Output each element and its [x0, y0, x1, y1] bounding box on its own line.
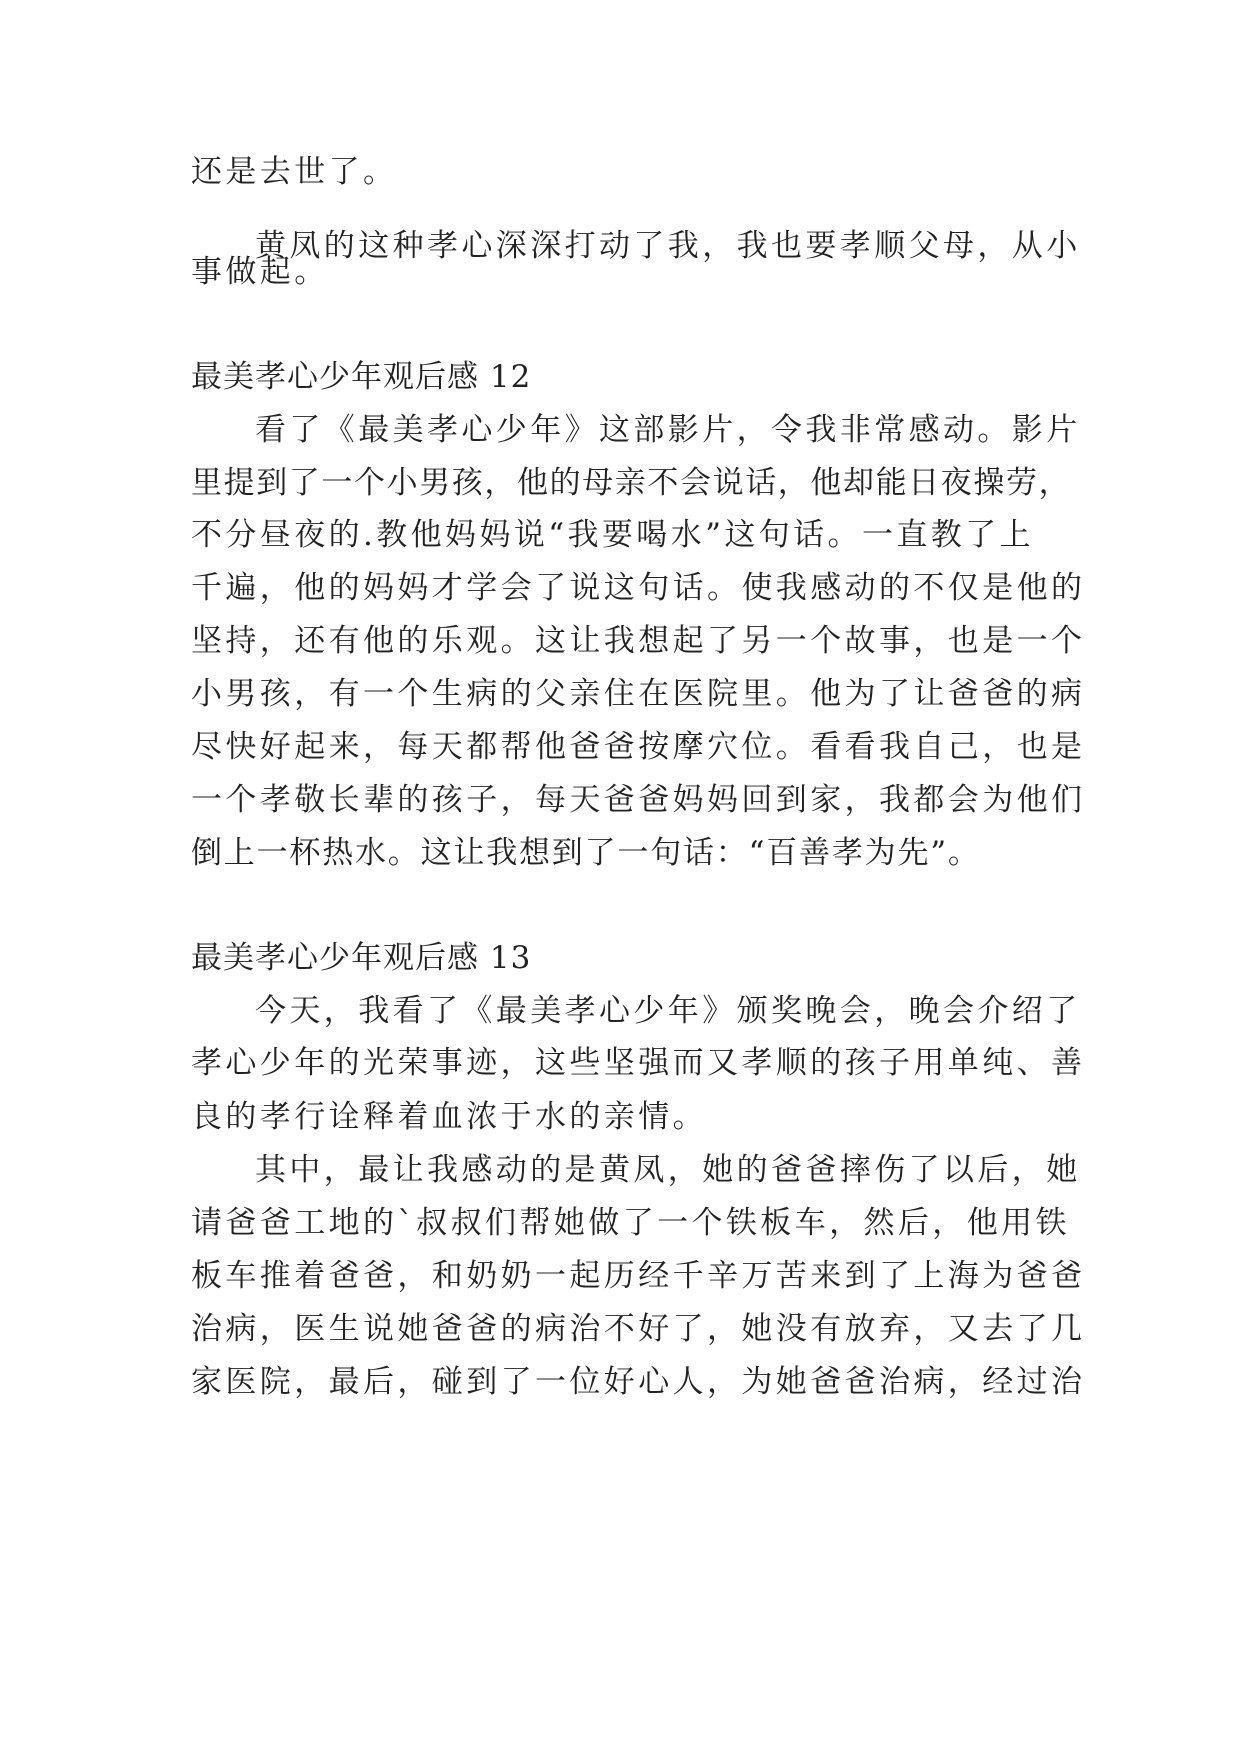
paragraph-line: 小男孩，有一个生病的父亲住在医院里。他为了让爸爸的病 [191, 676, 1086, 712]
paragraph-line: 黄凤的这种孝心深深打动了我，我也要孝顺父母，从小 [255, 228, 1081, 264]
paragraph-line: 今天，我看了《最美孝心少年》颁奖晚会，晚会介绍了 [255, 993, 1081, 1029]
paragraph-line: 治病，医生说她爸爸的病治不好了，她没有放弃，又去了几 [191, 1311, 1086, 1347]
paragraph-line: 尽快好起来，每天都帮他爸爸按摩穴位。看看我自己，也是 [191, 729, 1086, 765]
paragraph-line: 一个孝敬长辈的孩子，每天爸爸妈妈回到家，我都会为他们 [191, 782, 1086, 818]
paragraph-line: 坚持，还有他的乐观。这让我想起了另一个故事，也是一个 [191, 623, 1086, 659]
paragraph-line: 还是去世了。 [191, 154, 398, 190]
paragraph-line: 家医院，最后，碰到了一位好心人，为她爸爸治病，经过治 [191, 1364, 1086, 1400]
paragraph-line: 事做起。 [191, 254, 329, 290]
paragraph-line: 其中，最让我感动的是黄凤，她的爸爸摔伤了以后，她 [255, 1152, 1081, 1188]
section-title: 最美孝心少年观后感 13 [191, 940, 532, 976]
paragraph-line: 千遍，他的妈妈才学会了说这句话。使我感动的不仅是他的 [191, 570, 1086, 606]
paragraph-line: 看了《最美孝心少年》这部影片，令我非常感动。影片 [255, 412, 1081, 448]
paragraph-line: 里提到了一个小男孩，他的母亲不会说话，他却能日夜操劳， [191, 465, 1072, 501]
paragraph-line: 不分昼夜的.教他妈妈说“我要喝水”这句话。一直教了上 [191, 517, 1034, 553]
paragraph-line: 板车推着爸爸，和奶奶一起历经千辛万苦来到了上海为爸爸 [191, 1258, 1086, 1294]
paragraph-line: 良的孝行诠释着血浓于水的亲情。 [191, 1099, 707, 1135]
section-title: 最美孝心少年观后感 12 [191, 359, 532, 395]
paragraph-line: 倒上一杯热水。这让我想到了一句话：“百善孝为先”。 [191, 835, 981, 871]
paragraph-line: 请爸爸工地的`叔叔们帮她做了一个铁板车，然后，他用铁 [191, 1205, 1070, 1241]
paragraph-line: 孝心少年的光荣事迹，这些坚强而又孝顺的孩子用单纯、善 [191, 1045, 1086, 1081]
